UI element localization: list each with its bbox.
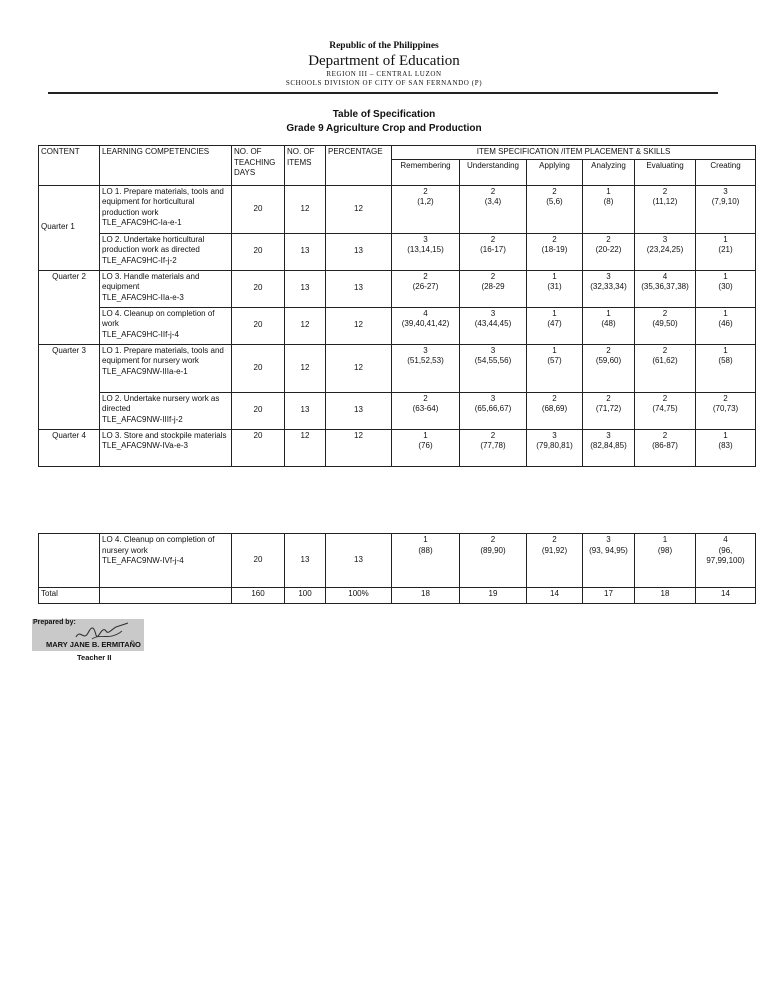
header-teaching-days: NO. OF TEACHING DAYS <box>232 146 285 186</box>
document-subtitle: Grade 9 Agriculture Crop and Production <box>286 123 482 134</box>
skill-placement: (91,92) <box>541 545 568 555</box>
skill-count: 1 <box>552 308 557 318</box>
skill-placement: (1,2) <box>417 197 434 206</box>
competency-text: LO 3. Store and stockpile materials <box>102 430 227 440</box>
evaluating-cell <box>635 270 696 307</box>
skill-placement: (51,52,53) <box>407 356 444 365</box>
competency-code: TLE_AFAC9HC-IIa-e-3 <box>102 292 184 302</box>
competency-cell <box>100 233 232 270</box>
applying-cell <box>527 392 583 429</box>
understanding-cell <box>460 344 527 392</box>
skill-count: 2 <box>490 186 496 196</box>
understanding-cell <box>460 307 527 344</box>
skill-placement: (88) <box>418 545 433 555</box>
remembering-cell <box>392 307 460 344</box>
analyzing-cell <box>583 307 635 344</box>
total-teaching-days: 160 <box>232 588 285 604</box>
skill-count: 2 <box>423 186 428 196</box>
header-item-specification: ITEM SPECIFICATION /ITEM PLACEMENT & SKILLS <box>392 146 756 160</box>
skill-count: 1 <box>606 186 611 196</box>
analyzing-cell <box>583 344 635 392</box>
skill-placement: (58) <box>718 356 733 365</box>
skill-count: 1 <box>606 308 611 318</box>
total-analyzing: 17 <box>583 588 635 604</box>
applying-cell <box>527 233 583 270</box>
items-cell: 12 <box>285 429 326 466</box>
skill-placement: (77,78) <box>480 441 506 450</box>
analyzing-cell <box>583 233 635 270</box>
total-items: 100 <box>285 588 326 604</box>
skill-placement: (26-27) <box>412 282 439 291</box>
skill-count: 2 <box>423 271 428 281</box>
understanding-cell <box>460 185 527 233</box>
evaluating-cell <box>635 392 696 429</box>
creating-cell <box>696 307 756 344</box>
percentage-cell: 13 <box>326 392 392 429</box>
skill-count: 2 <box>662 430 668 440</box>
creating-cell <box>696 185 756 233</box>
skill-count: 2 <box>606 393 611 403</box>
percentage-cell: 13 <box>326 233 392 270</box>
skill-placement: (74,75) <box>652 404 678 413</box>
teaching-days-cell: 20 <box>232 344 285 392</box>
skill-placement: (71,72) <box>595 404 622 413</box>
skill-count: 3 <box>423 345 428 355</box>
competency-code: TLE_AFAC9HC-If-j-2 <box>102 255 177 265</box>
skill-placement: (47) <box>547 319 562 328</box>
letterhead <box>0 40 768 88</box>
understanding-cell <box>460 534 527 588</box>
teaching-days-cell: 20 <box>232 307 285 344</box>
skill-count: 4 <box>423 308 428 318</box>
teaching-days-cell: 20 <box>232 270 285 307</box>
applying-cell <box>527 185 583 233</box>
percentage-cell: 13 <box>326 270 392 307</box>
skill-count: 3 <box>606 271 611 281</box>
table-row <box>39 185 756 233</box>
skill-placement: (79,80,81) <box>536 441 573 450</box>
header-analyzing: Analyzing <box>583 159 635 185</box>
quarter-label: Quarter 3 <box>39 344 100 429</box>
remembering-cell <box>392 392 460 429</box>
evaluating-cell <box>635 534 696 588</box>
skill-count: 1 <box>552 345 557 355</box>
header-content: CONTENT <box>39 146 100 186</box>
table-row <box>39 307 756 344</box>
skill-placement: (93, 94,95) <box>589 545 628 555</box>
skill-placement: (35,36,37,38) <box>641 282 689 291</box>
skill-placement: (30) <box>718 282 733 291</box>
table-row <box>39 392 756 429</box>
skill-count: 3 <box>423 234 428 244</box>
analyzing-cell <box>583 392 635 429</box>
skill-count: 2 <box>490 535 496 544</box>
skill-placement: (76) <box>418 441 433 450</box>
header-creating: Creating <box>696 159 756 185</box>
competency-text: LO 3. Handle materials and equipment <box>102 271 200 291</box>
teaching-days-cell: 20 <box>232 185 285 233</box>
skill-placement: (8) <box>603 197 614 206</box>
header-evaluating: Evaluating <box>635 159 696 185</box>
evaluating-cell <box>635 185 696 233</box>
skill-count: 3 <box>490 393 496 403</box>
letterhead-rule <box>48 92 718 94</box>
competency-text: LO 4. Cleanup on completion of work <box>102 308 215 328</box>
creating-cell <box>696 270 756 307</box>
competency-text: LO 1. Prepare materials, tools and equipment for nursery work <box>102 345 224 365</box>
skill-count: 2 <box>552 186 557 196</box>
applying-cell <box>527 429 583 466</box>
remembering-cell <box>392 534 460 588</box>
skill-count: 2 <box>606 234 611 244</box>
evaluating-cell <box>635 307 696 344</box>
skill-count: 3 <box>490 345 496 355</box>
table-row <box>39 344 756 392</box>
skill-count: 2 <box>490 430 496 440</box>
skill-count: 2 <box>423 393 428 403</box>
skill-placement: (13,14,15) <box>407 245 444 254</box>
region-line: REGION III – CENTRAL LUZON <box>326 70 442 78</box>
skill-placement: (23,24,25) <box>646 245 684 254</box>
percentage-cell: 13 <box>326 534 392 588</box>
skill-count: 2 <box>662 345 668 355</box>
skill-placement: (49,50) <box>652 319 678 328</box>
competency-text: LO 1. Prepare materials, tools and equipment for horticultural production work <box>102 186 224 217</box>
skill-count: 3 <box>490 308 496 318</box>
table-row <box>39 429 756 466</box>
skill-placement: (68,69) <box>541 404 568 413</box>
specification-table <box>38 145 756 467</box>
preparer-position: Teacher II <box>77 653 112 662</box>
skill-placement: (7,9,10) <box>711 197 740 206</box>
creating-cell <box>696 429 756 466</box>
evaluating-cell <box>635 344 696 392</box>
skill-placement: (43,44,45) <box>474 319 512 328</box>
skill-placement: (82,84,85) <box>590 441 627 450</box>
competency-cell <box>100 307 232 344</box>
competency-text: LO 2. Undertake horticultural production work as directed <box>102 234 205 254</box>
percentage-cell: 12 <box>326 185 392 233</box>
quarter-label: Quarter 4 <box>39 429 100 466</box>
total-label: Total <box>39 588 100 604</box>
republic-line: Republic of the Philippines <box>329 41 439 51</box>
skill-count: 2 <box>606 345 611 355</box>
skill-placement: (16-17) <box>480 245 506 254</box>
skill-placement: (46) <box>718 319 733 328</box>
remembering-cell <box>392 233 460 270</box>
analyzing-cell <box>583 270 635 307</box>
competency-text: LO 2. Undertake nursery work as directed <box>102 393 220 413</box>
total-remembering: 18 <box>392 588 460 604</box>
skill-placement: (61,62) <box>652 356 678 365</box>
total-evaluating: 18 <box>635 588 696 604</box>
teaching-days-cell: 20 <box>232 392 285 429</box>
skill-placement: (31) <box>547 282 562 291</box>
skill-count: 2 <box>662 186 668 196</box>
skill-placement: (18-19) <box>541 245 568 254</box>
creating-cell <box>696 392 756 429</box>
skill-placement: (63-64) <box>412 404 439 413</box>
items-cell: 12 <box>285 307 326 344</box>
skill-count: 3 <box>606 535 611 544</box>
skill-placement: 97,99,100) <box>706 556 745 565</box>
header-items: NO. OF ITEMS <box>285 146 326 186</box>
skill-count: 1 <box>723 345 728 355</box>
title-block <box>0 108 768 136</box>
department-name: Department of Education <box>308 53 460 69</box>
understanding-cell <box>460 233 527 270</box>
skill-placement: (98) <box>657 545 673 555</box>
header-applying: Applying <box>527 159 583 185</box>
skill-placement: (57) <box>547 356 562 365</box>
skill-count: 3 <box>662 234 668 244</box>
teaching-days-cell: 20 <box>232 233 285 270</box>
header-understanding: Understanding <box>460 159 527 185</box>
skill-placement: (59,60) <box>595 356 622 365</box>
skill-placement: (89,90) <box>480 545 506 555</box>
skill-placement: (54,55,56) <box>474 356 512 365</box>
items-cell: 12 <box>285 344 326 392</box>
competency-code: TLE_AFAC9NW-IIIa-e-1 <box>102 366 188 376</box>
skill-count: 1 <box>552 271 557 281</box>
table-row <box>39 233 756 270</box>
skill-placement: (11,12) <box>652 197 678 206</box>
skill-count: 1 <box>423 535 428 544</box>
header-remembering: Remembering <box>392 159 460 185</box>
items-cell: 13 <box>285 233 326 270</box>
skill-count: 2 <box>662 393 668 403</box>
total-competency-cell <box>100 588 232 604</box>
teaching-days-cell: 20 <box>232 429 285 466</box>
table-row <box>39 270 756 307</box>
total-row <box>39 588 756 604</box>
competency-code: TLE_AFAC9NW-IVa-e-3 <box>102 441 188 450</box>
remembering-cell <box>392 185 460 233</box>
prepared-by-label: Prepared by: <box>33 619 76 626</box>
teaching-days-cell: 20 <box>232 534 285 588</box>
analyzing-cell <box>583 429 635 466</box>
skill-placement: (39,40,41,42) <box>401 319 450 328</box>
total-understanding: 19 <box>460 588 527 604</box>
skill-count: 1 <box>662 535 668 544</box>
total-percentage: 100% <box>326 588 392 604</box>
competency-cell <box>100 534 232 588</box>
competency-cell <box>100 392 232 429</box>
creating-cell <box>696 233 756 270</box>
understanding-cell <box>460 392 527 429</box>
applying-cell <box>527 344 583 392</box>
quarter-label <box>39 534 100 588</box>
items-cell: 13 <box>285 270 326 307</box>
items-cell: 13 <box>285 534 326 588</box>
header-competencies: LEARNING COMPETENCIES <box>100 146 232 186</box>
skill-count: 2 <box>552 393 557 403</box>
skill-count: 1 <box>423 430 428 440</box>
applying-cell <box>527 534 583 588</box>
skill-count: 3 <box>552 430 557 440</box>
preparer-name: MARY JANE B. ERMITAÑO <box>46 640 141 649</box>
items-cell: 13 <box>285 392 326 429</box>
skill-count: 1 <box>723 308 728 318</box>
skill-count: 2 <box>552 535 557 544</box>
skill-placement: (21) <box>718 245 733 254</box>
competency-text: LO 4. Cleanup on completion of nursery work <box>102 535 215 555</box>
remembering-cell <box>392 270 460 307</box>
skill-placement: (3,4) <box>484 197 502 206</box>
competency-cell <box>100 344 232 392</box>
percentage-cell: 12 <box>326 307 392 344</box>
skill-placement: (32,33,34) <box>590 282 627 291</box>
skill-placement: (65,66,67) <box>474 404 512 413</box>
items-cell: 12 <box>285 185 326 233</box>
competency-cell <box>100 429 232 466</box>
skill-placement: (28-29 <box>481 282 505 291</box>
table-row <box>39 534 756 588</box>
document-title: Table of Specification <box>332 109 436 120</box>
skill-count: 3 <box>723 186 728 196</box>
competency-cell <box>100 270 232 307</box>
evaluating-cell <box>635 429 696 466</box>
skill-count: 2 <box>490 234 496 244</box>
creating-cell <box>696 344 756 392</box>
quarter-label: Quarter 2 <box>39 270 100 344</box>
skill-count: 2 <box>723 393 728 403</box>
remembering-cell <box>392 429 460 466</box>
skill-placement: (86-87) <box>652 441 678 450</box>
creating-cell <box>696 534 756 588</box>
division-line: SCHOOLS DIVISION OF CITY OF SAN FERNANDO (P) <box>285 79 483 87</box>
skill-count: 1 <box>723 430 728 440</box>
skill-count: 2 <box>662 308 668 318</box>
skill-placement: (5,6) <box>546 197 563 206</box>
skill-count: 1 <box>723 234 728 244</box>
competency-cell <box>100 185 232 233</box>
analyzing-cell <box>583 534 635 588</box>
remembering-cell <box>392 344 460 392</box>
skill-placement: (48) <box>601 319 616 328</box>
percentage-cell: 12 <box>326 344 392 392</box>
skill-placement: (83) <box>718 441 733 450</box>
skill-count: 2 <box>490 271 496 281</box>
skill-count: 4 <box>662 271 668 281</box>
skill-count: 4 <box>723 535 728 544</box>
skill-placement: (96, <box>718 545 733 555</box>
percentage-cell: 12 <box>326 429 392 466</box>
competency-code: TLE_AFAC9NW-IIIf-j-2 <box>102 414 183 424</box>
total-creating: 14 <box>696 588 756 604</box>
skill-placement: (20-22) <box>595 245 622 254</box>
total-applying: 14 <box>527 588 583 604</box>
skill-placement: (70,73) <box>712 404 739 413</box>
applying-cell <box>527 270 583 307</box>
understanding-cell <box>460 429 527 466</box>
evaluating-cell <box>635 233 696 270</box>
specification-table-continued <box>38 533 756 604</box>
understanding-cell <box>460 270 527 307</box>
competency-code: TLE_AFAC9NW-IVf-j-4 <box>102 556 184 565</box>
header-percentage: PERCENTAGE <box>326 146 392 186</box>
analyzing-cell <box>583 185 635 233</box>
skill-count: 1 <box>723 271 728 281</box>
competency-code: TLE_AFAC9HC-Ia-e-1 <box>102 218 182 227</box>
competency-code: TLE_AFAC9HC-IIf-j-4 <box>102 329 179 339</box>
quarter-label: Quarter 1 <box>39 185 100 270</box>
prepared-by-block <box>32 619 144 651</box>
skill-count: 3 <box>606 430 611 440</box>
applying-cell <box>527 307 583 344</box>
skill-count: 2 <box>552 234 557 244</box>
